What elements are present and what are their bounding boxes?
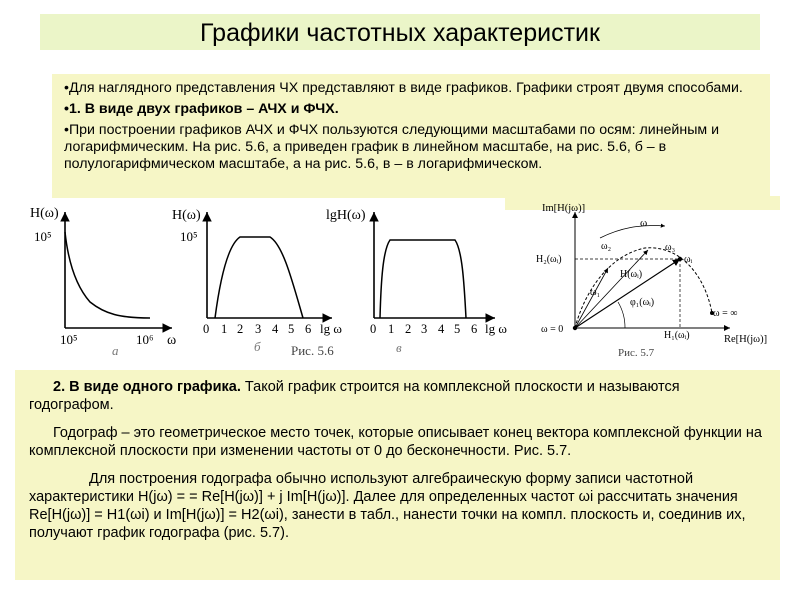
figure-5-6-b: [172, 208, 342, 358]
h-vector-label: H(ωᵢ): [620, 269, 643, 280]
xtick-b-1: 1: [221, 322, 228, 336]
xtick-b-5: 5: [288, 322, 295, 336]
curve-a: [65, 232, 150, 318]
omega-2-label: ω₂: [601, 241, 612, 252]
xtick-c-0: 0: [370, 322, 377, 336]
curve-c: [380, 240, 466, 318]
xtick-b-6: 6: [305, 322, 312, 336]
omega-1-label: ω₁: [590, 287, 601, 298]
ylabel-c: lgH(ω): [326, 208, 366, 223]
omega-infinity-label: ω = ∞: [713, 308, 738, 319]
figure-5-6-a: [30, 206, 176, 358]
hodograph-heading-rest: Такой график строится на комплексной плоскости и называются годографом.: [29, 379, 680, 413]
page-title: Графики частотных характеристик: [200, 19, 600, 47]
hodograph-paragraph-2: Годограф – это геометрическое место точек, которые описывает конец вектора комплексной функции на комплексной плоскости при изменении частоты от 0 до бесконечности. Рис. 5.7.: [29, 425, 762, 459]
figure-5-7-caption: Рис. 5.7: [618, 347, 655, 359]
xtick-a-2: 10⁶: [136, 332, 154, 347]
xtick-c-2: 2: [405, 322, 412, 336]
axis-im-label: Im[H(jω)]: [542, 203, 586, 214]
hodograph-heading: 2. В виде одного графика.: [53, 379, 241, 395]
xtick-c-5: 5: [454, 322, 461, 336]
xtick-b-2: 2: [237, 322, 244, 336]
hodograph-paragraph-3: Для построения годографа обычно используют алгебраическую форму записи частотной характеристики H(jω) = = Re[H(jω)] + j Im[H(jω)]. Далее для определенных частот ωi рассчитать значения Re[H(jω)] = H1(ωi) и Im[H(jω)] = H2(ωi), занести в табл., нанести точки на компл. плоскость и, соединив их, получают график годографа (рис. 5.7).: [29, 471, 746, 541]
omega-arrow-label: ω: [640, 217, 648, 229]
axis-re-label: Re[H(jω)]: [724, 334, 768, 345]
ylabel-a: H(ω): [30, 206, 59, 221]
xtick-b-0: 0: [203, 322, 210, 336]
figure-5-6-c: [326, 208, 507, 355]
h2-label: H₂(ωᵢ): [536, 254, 562, 265]
intro-paragraph-3: •При построении графиков АЧХ и ФЧХ пользуются следующими масштабами по осям: линейным и логарифмическим. На рис. 5.6, а приведен график в линейном масштабе, на рис. 5.6, б – в полулогарифмическом масштабе, а на рис. 5.6, в – в логарифмическом.: [64, 122, 720, 172]
intro-paragraph-1: •Для наглядного представления ЧХ представляют в виде графиков. Графики строят двумя способами.: [64, 80, 743, 96]
hodograph-box: [15, 370, 780, 580]
h1-label: H₁(ωᵢ): [664, 330, 690, 341]
xtick-c-3: 3: [421, 322, 428, 336]
xtick-c-1: 1: [388, 322, 395, 336]
xlabel-c: lg ω: [485, 321, 507, 336]
ytick-b: 10⁵: [180, 229, 198, 244]
intro-paragraph-2: •1. В виде двух графиков – АЧХ и ФЧХ.: [64, 101, 339, 117]
omega-i-label: ωᵢ: [684, 254, 693, 265]
sublabel-a: а: [112, 343, 119, 358]
ylabel-b: H(ω): [172, 208, 201, 223]
figure-5-7: [536, 203, 767, 359]
figure-5-6-caption: Рис. 5.6: [291, 343, 334, 358]
sublabel-b: б: [254, 339, 261, 354]
ytick-a: 10⁵: [34, 229, 52, 244]
xtick-a-1: 10⁵: [60, 332, 78, 347]
xtick-c-6: 6: [471, 322, 478, 336]
xtick-b-4: 4: [272, 322, 279, 336]
phi-label: φ₁(ωᵢ): [630, 297, 655, 308]
omega-zero-label: ω = 0: [541, 324, 564, 335]
xlabel-b: lg ω: [320, 321, 342, 336]
xtick-b-3: 3: [255, 322, 262, 336]
xlabel-a: ω: [167, 333, 177, 348]
omega-3-label: ω₃: [665, 242, 676, 253]
sublabel-c: в: [396, 340, 402, 355]
curve-b: [215, 237, 303, 318]
hodograph-paragraph-1: [29, 378, 766, 414]
xtick-c-4: 4: [438, 322, 445, 336]
